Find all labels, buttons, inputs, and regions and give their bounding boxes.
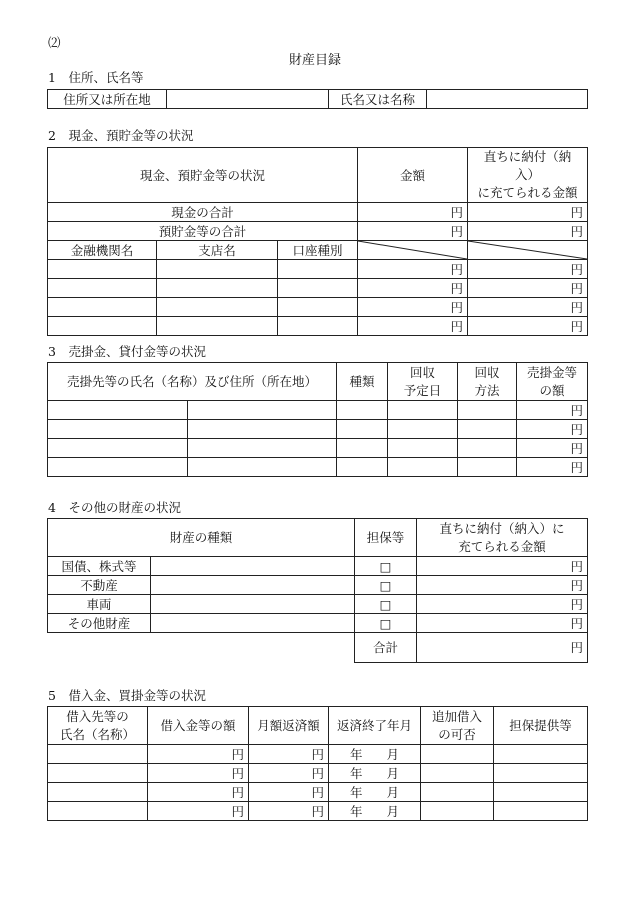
section-3-table <box>47 362 588 477</box>
table-row: その他財産 □ 円 <box>48 614 588 633</box>
cash-total-label: 現金の合計 <box>48 203 358 222</box>
table-row: 円 円 <box>48 279 588 298</box>
header-bank: 金融機関名 <box>48 241 157 260</box>
table-row: 円 <box>48 420 588 439</box>
address-field[interactable] <box>167 90 329 109</box>
header-payable: 直ちに納付（納入）に 充てられる金額 <box>417 519 588 557</box>
property-label: その他財産 <box>48 614 151 633</box>
header-lender: 借入先等の 氏名（名称） <box>48 707 148 745</box>
diagonal-cell <box>358 241 468 260</box>
property-label: 国債、株式等 <box>48 557 151 576</box>
header-branch: 支店名 <box>157 241 278 260</box>
header-extra: 追加借入 の可否 <box>421 707 494 745</box>
collateral-checkbox[interactable]: □ <box>355 595 417 614</box>
section-5-table <box>47 706 588 821</box>
total-amount[interactable]: 円 <box>417 633 588 663</box>
header-collateral: 担保等 <box>355 519 417 557</box>
header-status: 現金、預貯金等の状況 <box>48 148 358 203</box>
header-kind: 種類 <box>337 363 388 401</box>
table-row: 円 円 <box>48 298 588 317</box>
name-label: 氏名又は名称 <box>329 90 427 109</box>
section-3-heading: 3 売掛金、貸付金等の状況 <box>48 344 206 359</box>
section-2-table <box>47 147 588 336</box>
property-label: 不動産 <box>48 576 151 595</box>
section-4-table <box>47 518 588 663</box>
header-payable: 直ちに納付（納入） に充てられる金額 <box>468 148 588 203</box>
table-row: 円 円 年 月 <box>48 802 588 821</box>
header-method: 回収 方法 <box>458 363 517 401</box>
table-row: 円 円 年 月 <box>48 783 588 802</box>
cash-total-payable[interactable]: 円 <box>468 203 588 222</box>
deposit-total-payable[interactable]: 円 <box>468 222 588 241</box>
header-amount: 売掛金等 の額 <box>517 363 588 401</box>
table-row: 円 <box>48 401 588 420</box>
header-end: 返済終了年月 <box>329 707 421 745</box>
deposit-total-amount[interactable]: 円 <box>358 222 468 241</box>
header-due: 回収 予定日 <box>388 363 458 401</box>
header-collateral: 担保提供等 <box>494 707 588 745</box>
total-label: 合計 <box>355 633 417 663</box>
table-row: 不動産 □ 円 <box>48 576 588 595</box>
deposit-total-label: 預貯金等の合計 <box>48 222 358 241</box>
table-row: 国債、株式等 □ 円 <box>48 557 588 576</box>
collateral-checkbox[interactable]: □ <box>355 614 417 633</box>
property-label: 車両 <box>48 595 151 614</box>
header-kind: 財産の種類 <box>48 519 355 557</box>
table-row: 円 円 <box>48 260 588 279</box>
page-title: 財産目録 <box>288 53 341 68</box>
header-debtor: 売掛先等の氏名（名称）及び住所（所在地） <box>48 363 337 401</box>
section-5-heading: 5 借入金、買掛金等の状況 <box>48 688 206 703</box>
section-2-heading: 2 現金、預貯金等の状況 <box>48 128 194 143</box>
section-4-heading: 4 その他の財産の状況 <box>48 500 181 515</box>
table-row: 車両 □ 円 <box>48 595 588 614</box>
page-marker: ⑵ <box>48 35 61 50</box>
header-monthly: 月額返済額 <box>249 707 329 745</box>
section-1-table <box>47 89 588 109</box>
table-row: 円 円 年 月 <box>48 764 588 783</box>
address-label: 住所又は所在地 <box>48 90 167 109</box>
section-1-heading: 1 住所、氏名等 <box>48 70 144 85</box>
table-row: 円 円 年 月 <box>48 745 588 764</box>
cash-total-amount[interactable]: 円 <box>358 203 468 222</box>
collateral-checkbox[interactable]: □ <box>355 557 417 576</box>
name-field[interactable] <box>427 90 588 109</box>
table-row: 円 <box>48 458 588 477</box>
header-amount: 金額 <box>358 148 468 203</box>
table-row: 円 円 <box>48 317 588 336</box>
header-amount: 借入金等の額 <box>148 707 249 745</box>
header-account: 口座種別 <box>278 241 358 260</box>
collateral-checkbox[interactable]: □ <box>355 576 417 595</box>
table-row: 円 <box>48 439 588 458</box>
diagonal-cell <box>468 241 588 260</box>
